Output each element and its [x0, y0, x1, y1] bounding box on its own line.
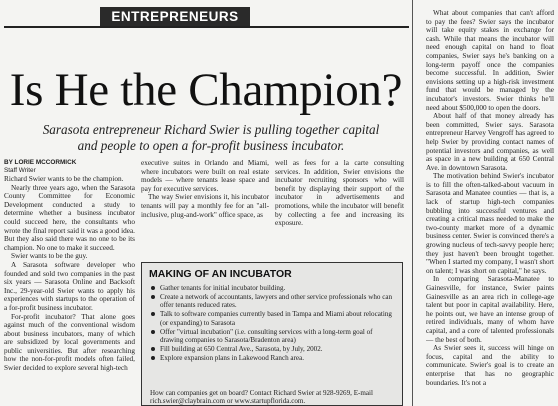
article-column-2	[141, 159, 269, 259]
list-item-text: Explore expansion plans in Lakewood Ranch area.	[160, 353, 304, 362]
paragraph: Nearly three years ago, when the Sarasota County Committee for Economic Development conducted a study to determine whether a business incubator could succeed here, the consultants who wrote the final report said it was a good idea. But they also said there was no one to be its champion. No one to make it succeed.	[4, 183, 135, 252]
headline: Is He the Champion?	[9, 64, 403, 116]
list-item-text: Talk to software companies currently based in Tampa and Miami about relocating (or expanding) to Sarasota	[160, 310, 392, 327]
paragraph: well as fees for a la carte consulting services. In addition, Swier envisions the incubator recruiting sponsors who will benefit by displaying their support of the incubator in advertisements and promotions, while the incubator will benefit by collecting a fee and increasing its exposure.	[275, 159, 404, 228]
list-item	[150, 328, 396, 345]
article-column-1	[4, 175, 135, 406]
list-item-text: Offer "virtual incubation" (i.e. consulting services with a long-term goal of drawing companies to Sarasota/Bradenton area)	[160, 327, 373, 344]
deck: Sarasota entrepreneur Richard Swier is pulling together capital and people to open a for-profit business incubator.	[42, 122, 380, 153]
bullet-icon	[151, 330, 155, 334]
bullet-icon	[151, 347, 155, 351]
byline-author: BY LORIE MCCORMICK	[4, 159, 77, 166]
list-item	[150, 284, 396, 292]
bullet-icon	[151, 356, 155, 360]
list-item	[150, 293, 396, 310]
sidebar-title: MAKING OF AN INCUBATOR	[149, 268, 292, 280]
paragraph: executive suites in Orlando and Miami, where incubators were built on real estate models — where tenants lease space and pay for executive services.	[141, 159, 269, 193]
paragraph: As Swier sees it, success will hinge on focus, capital and the ability to communicate. Swier's goal is to create an enterprise that has no geographic boundaries. It's not a	[426, 344, 554, 387]
article-column-4	[426, 9, 554, 406]
bullet-icon	[151, 312, 155, 316]
list-item-text: Gather tenants for initial incubator building.	[160, 284, 286, 292]
sidebar-box	[141, 262, 403, 406]
sidebar-list	[150, 284, 396, 363]
bullet-icon	[151, 286, 155, 290]
list-item-text: Create a network of accountants, lawyers and other service professionals who can offer tenants reduced rates.	[160, 292, 393, 310]
section-banner: ENTREPRENEURS	[100, 7, 250, 26]
paragraph: A Sarasota software developer who founded and sold two companies in the past six years — Sarasota Online and Backsoft Inc., 29-year-old Swier wants to apply his experiences with startups to the operation of a for-profit business incubator.	[4, 260, 135, 312]
paragraph: What about companies that can't afford to pay the fees? Swier says the incubator will take equity stakes in exchange for cash. While that means the incubator will need enough capital on hand to float companies, Swier says he's banking on a long-term payoff once the companies become successful. In addition, Swier envisions setting up a high-risk investment fund that would be managed by the incubator's investors. Swier thinks he'll need about $500,000 to open the doors.	[426, 9, 554, 112]
paragraph: In comparing Sarasota-Manatee to Gainesville, for instance, Swier paints Gainesville as an area rich in college-age talent but poor in capital availability. Here, he points out, we have an intense group of retired individuals, many of whom have capital, and a core of talented professionals — the best of both.	[426, 275, 554, 344]
column-divider	[412, 0, 413, 406]
article-column-3	[275, 159, 404, 259]
paragraph: Richard Swier wants to be the champion.	[4, 175, 124, 183]
list-item	[150, 345, 396, 353]
paragraph: The way Swier envisions it, his incubator tenants will pay a monthly fee for an "all-inclusive, plug-and-work" office space, as	[141, 193, 269, 219]
paragraph: The motivation behind Swier's incubator is to fill the often-talked-about vacuum in Sarasota and Manatee counties — that is, a lack of startup high-tech companies bubbling into successful ventures and creating a critical mass needed to make the two-county market more of a dynamic business center. Swier is convinced there's a growing nucleus of tech-savvy people here; they just haven't been brought together. "When I started my company, I wasn't short on talent; I was short on capital," he says.	[426, 172, 554, 275]
list-item	[150, 310, 396, 327]
paragraph: For-profit incubator? That alone goes against much of the conventional wisdom about business incubators, many of which are subsidized by local governments and public universities. But after researching how the non-for-profit models often failed, Swier decided to explore several high-tech	[4, 312, 135, 373]
list-item	[150, 354, 396, 362]
sidebar-contact: How can companies get on board? Contact Richard Swier at 928-9269, E-mail rich.swier@claybrain.com or www.startupflorida.com.	[150, 389, 373, 406]
top-rule	[4, 26, 409, 28]
paragraph: About half of that money already has been committed, Swier says. Sarasota entrepreneur Harvey Vengroff has agreed to help Swier by providing contact names of potential investors and companies, as well as space in a new building at 650 Central Ave. in downtown Sarasota.	[426, 112, 554, 172]
list-item-text: Fill building at 650 Central Ave., Sarasota, by July, 2002.	[160, 344, 323, 353]
paragraph: Swier wants to be the guy.	[11, 252, 88, 261]
byline-role: Staff Writer	[4, 167, 36, 174]
bullet-icon	[151, 295, 155, 299]
byline	[4, 159, 130, 175]
